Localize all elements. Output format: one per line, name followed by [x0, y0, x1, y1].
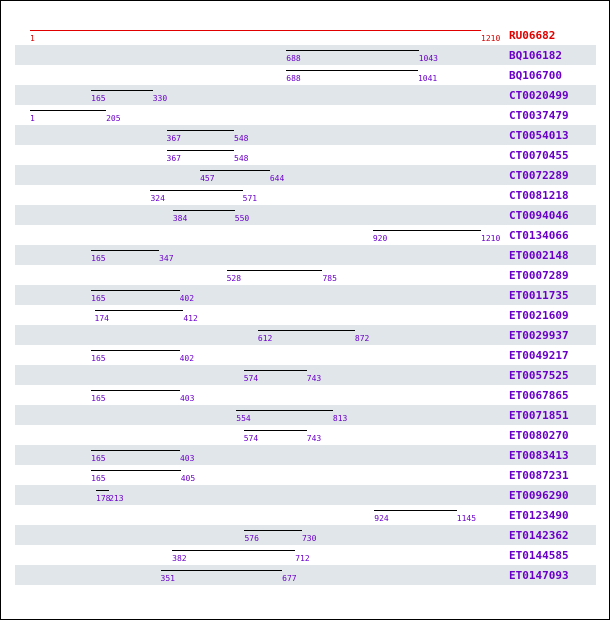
end-position: 403 — [179, 454, 195, 463]
end-position: 677 — [282, 574, 297, 583]
alignment-row — [15, 545, 596, 565]
alignment-bar — [258, 330, 355, 331]
start-position: 165 — [91, 94, 106, 103]
alignment-row — [15, 285, 596, 305]
start-position: 351 — [160, 574, 175, 583]
start-position: 612 — [257, 334, 273, 343]
alignment-bar — [200, 170, 270, 171]
end-position: 548 — [234, 134, 249, 143]
end-position: 743 — [306, 434, 322, 443]
end-position: 402 — [179, 294, 195, 303]
sequence-id-link[interactable]: ET0083413 — [509, 449, 569, 462]
alignment-bar — [91, 390, 180, 391]
reference-bar — [30, 30, 481, 31]
end-position: 644 — [269, 174, 285, 183]
alignment-row — [15, 105, 596, 125]
alignment-bar — [91, 450, 180, 451]
start-position: 1 — [30, 34, 35, 43]
start-position: 688 — [286, 54, 301, 63]
alignment-bar — [244, 430, 307, 431]
start-position: 528 — [226, 274, 242, 283]
sequence-id-link[interactable]: CT0070455 — [509, 149, 569, 162]
sequence-id-link[interactable]: CT0072289 — [509, 169, 569, 182]
end-position: 730 — [301, 534, 317, 543]
sequence-id-link[interactable]: ET0021609 — [509, 309, 569, 322]
end-position: 712 — [295, 554, 310, 563]
alignment-row — [15, 365, 596, 385]
alignment-bar — [95, 310, 184, 311]
alignment-bar — [150, 190, 242, 191]
alignment-row — [15, 425, 596, 445]
start-position: 457 — [200, 174, 215, 183]
end-position: 205 — [106, 114, 121, 123]
alignment-bar — [286, 50, 418, 51]
start-position: 367 — [166, 154, 181, 163]
alignment-bar — [173, 210, 235, 211]
end-position: 213 — [109, 494, 124, 503]
start-position: 554 — [236, 414, 251, 423]
alignment-bar — [227, 270, 323, 271]
end-position: 1145 — [456, 514, 477, 523]
end-position: 347 — [159, 254, 174, 263]
alignment-bar — [91, 250, 159, 251]
alignment-row — [15, 325, 596, 345]
alignment-bar — [236, 410, 333, 411]
start-position: 324 — [150, 194, 165, 203]
alignment-bar — [91, 350, 179, 351]
sequence-id-link[interactable]: ET0057525 — [509, 369, 569, 382]
end-position: 330 — [152, 94, 168, 103]
alignment-bar — [30, 110, 106, 111]
alignment-row — [15, 125, 596, 145]
reference-id-link[interactable]: RU06682 — [509, 29, 556, 42]
alignment-row — [15, 345, 596, 365]
end-position: 550 — [234, 214, 250, 223]
sequence-id-link[interactable]: ET0144585 — [509, 549, 569, 562]
sequence-id-link[interactable]: BQ106182 — [509, 49, 562, 62]
alignment-bar — [161, 570, 283, 571]
sequence-id-link[interactable]: CT0054013 — [509, 129, 569, 142]
alignment-bar — [286, 70, 418, 71]
sequence-id-link[interactable]: ET0071851 — [509, 409, 569, 422]
sequence-id-link[interactable]: ET0142362 — [509, 529, 569, 542]
end-position: 1210 — [481, 34, 501, 43]
sequence-id-link[interactable]: ET0096290 — [509, 489, 569, 502]
start-position: 165 — [91, 454, 106, 463]
end-position: 872 — [354, 334, 370, 343]
sequence-id-link[interactable]: CT0037479 — [509, 109, 569, 122]
end-position: 548 — [234, 154, 249, 163]
sequence-id-link[interactable]: ET0049217 — [509, 349, 569, 362]
alignment-row — [15, 505, 596, 525]
start-position: 924 — [374, 514, 389, 523]
alignment-row — [15, 565, 596, 585]
alignment-bar — [96, 490, 109, 491]
sequence-id-link[interactable]: BQ106700 — [509, 69, 562, 82]
alignment-row — [15, 405, 596, 425]
end-position: 405 — [180, 474, 196, 483]
alignment-row — [15, 485, 596, 505]
alignment-bar — [244, 530, 301, 531]
start-position: 574 — [243, 374, 259, 383]
alignment-row — [15, 205, 596, 225]
alignment-row — [15, 245, 596, 265]
sequence-id-link[interactable]: ET0147093 — [509, 569, 569, 582]
alignment-row — [15, 525, 596, 545]
start-position: 165 — [91, 254, 106, 263]
end-position: 403 — [179, 394, 195, 403]
start-position: 1 — [30, 114, 35, 123]
alignment-bar — [91, 470, 181, 471]
alignment-row — [15, 465, 596, 485]
alignment-bar — [373, 230, 481, 231]
alignment-bar — [91, 90, 153, 91]
alignment-bar — [91, 290, 179, 291]
alignment-row — [15, 265, 596, 285]
start-position: 382 — [172, 554, 187, 563]
sequence-id-link[interactable]: CT0094046 — [509, 209, 569, 222]
end-position: 571 — [242, 194, 258, 203]
sequence-id-link[interactable]: ET0080270 — [509, 429, 569, 442]
alignment-row — [15, 225, 596, 245]
alignment-row — [15, 85, 596, 105]
end-position: 743 — [306, 374, 322, 383]
alignment-row — [15, 65, 596, 85]
end-position: 785 — [322, 274, 337, 283]
sequence-id-link[interactable]: ET0087231 — [509, 469, 569, 482]
sequence-id-link[interactable]: ET0011735 — [509, 289, 569, 302]
reference-row — [15, 25, 596, 45]
start-position: 165 — [91, 294, 106, 303]
alignment-row — [15, 305, 596, 325]
start-position: 165 — [91, 394, 106, 403]
alignment-bar — [172, 550, 295, 551]
alignment-row — [15, 385, 596, 405]
alignment-bar — [244, 370, 307, 371]
end-position: 402 — [179, 354, 195, 363]
start-position: 574 — [243, 434, 259, 443]
start-position: 174 — [94, 314, 109, 323]
sequence-id-link[interactable]: ET0123490 — [509, 509, 569, 522]
sequence-id-link[interactable]: ET0067865 — [509, 389, 569, 402]
sequence-id-link[interactable]: CT0081218 — [509, 189, 569, 202]
start-position: 367 — [166, 134, 181, 143]
end-position: 412 — [183, 314, 198, 323]
start-position: 920 — [372, 234, 388, 243]
sequence-id-link[interactable]: ET0007289 — [509, 269, 569, 282]
end-position: 1210 — [481, 234, 501, 243]
alignment-row — [15, 445, 596, 465]
alignment-row — [15, 165, 596, 185]
sequence-id-link[interactable]: CT0134066 — [509, 229, 569, 242]
alignment-bar — [167, 150, 235, 151]
alignment-row — [15, 185, 596, 205]
alignment-row — [15, 145, 596, 165]
end-position: 1043 — [418, 54, 438, 63]
sequence-id-link[interactable]: ET0002148 — [509, 249, 569, 262]
start-position: 165 — [91, 474, 106, 483]
start-position: 165 — [91, 354, 106, 363]
end-position: 1041 — [417, 74, 438, 83]
alignment-row — [15, 45, 596, 65]
sequence-id-link[interactable]: CT0020499 — [509, 89, 569, 102]
start-position: 576 — [244, 534, 259, 543]
end-position: 813 — [332, 414, 348, 423]
start-position: 688 — [286, 74, 301, 83]
alignment-bar — [167, 130, 235, 131]
sequence-id-link[interactable]: ET0029937 — [509, 329, 569, 342]
alignment-bar — [374, 510, 456, 511]
start-position: 384 — [172, 214, 188, 223]
start-position: 178 — [96, 494, 111, 503]
